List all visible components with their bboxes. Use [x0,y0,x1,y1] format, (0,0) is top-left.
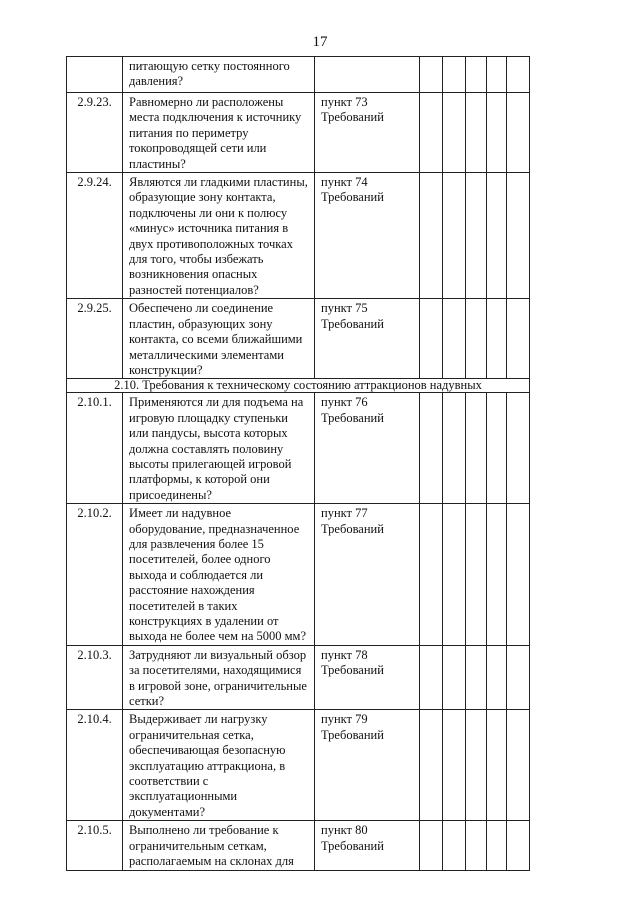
reference-line: Требований [321,838,384,853]
answer-cell [487,821,507,870]
question-line: разностей потенциалов? [129,282,259,297]
question-line: расстояние нахождения [129,583,255,598]
reference-line: Требований [321,663,384,678]
answer-cell [443,299,466,379]
question-line: игровую площадку ступеньки [129,410,288,425]
reference-cell [315,173,420,299]
answer-cell [420,710,443,821]
answer-cell [420,173,443,299]
question-line: эксплуатационными [129,789,238,804]
answer-cell [487,645,507,710]
answer-cell [443,504,466,646]
item-number: 2.10.4. [67,710,123,821]
question-line: пластины? [129,156,186,171]
table-row [67,299,530,379]
page-number: 17 [312,34,328,50]
question-line: высоты прилегающей игровой [129,456,292,471]
table-row [67,645,530,710]
answer-cell [487,93,507,173]
reference-line: пункт 75 [321,301,368,316]
answer-cell [420,299,443,379]
question-cell [123,393,315,504]
question-line: конструкциях в удалении от [129,614,279,628]
question-cell [123,645,315,710]
answer-cell [487,393,507,504]
question-line: эксплуатацию аттракциона, в [129,758,286,773]
question-line: присоединены? [129,487,212,502]
answer-cell [443,821,466,870]
reference-cell [315,393,420,504]
question-line: ограничительная сетка, [129,727,254,742]
question-line: ограничительным сеткам, [129,838,267,853]
question-line: токопроводящей сети или [129,141,267,156]
answer-cell [443,173,466,299]
answer-cell [466,173,487,299]
question-line: соответствии с [129,774,209,789]
question-line: в игровой зоне, ограничительные [129,678,307,693]
question-cell [123,504,315,646]
answer-cell [466,645,487,710]
question-cell [123,821,315,870]
question-line: Равномерно ли расположены [129,95,284,109]
question-line: давления? [129,74,184,89]
reference-line: пункт 79 [321,712,368,727]
question-cell [123,710,315,821]
question-line: Затрудняют ли визуальный обзор [129,647,307,662]
question-line: питания по периметру [129,125,249,140]
reference-line: Требований [321,110,384,125]
question-line: Являются ли гладкими пластины, [129,175,308,190]
reference-line: пункт 73 [321,95,368,109]
checklist-table [66,56,530,871]
question-line: металлическими элементами [129,347,284,362]
question-line: обеспечивающая безопасную [129,743,286,758]
reference-line: пункт 77 [321,506,368,521]
reference-line: пункт 80 [321,823,368,838]
question-cell [123,57,315,93]
reference-line: Требований [321,190,384,205]
question-line: контакта, со всеми ближайшими [129,332,303,347]
item-number: 2.10.5. [67,821,123,870]
reference-line: пункт 74 [321,175,368,190]
answer-cell [466,710,487,821]
reference-cell [315,504,420,646]
answer-cell [487,173,507,299]
answer-cell [507,821,530,870]
question-line: документами? [129,804,206,819]
question-line: Имеет ли надувное [129,506,232,521]
section-title: 2.10. Требования к техническому состоянию аттракционов надувных [67,379,530,393]
item-number: 2.9.24. [67,173,123,299]
reference-line: Требований [321,316,384,331]
answer-cell [443,645,466,710]
question-cell [123,299,315,379]
answer-cell [466,57,487,93]
item-number: 2.10.1. [67,393,123,504]
table-row [67,710,530,821]
question-line: располагаемым на склонах для [129,854,294,869]
reference-cell [315,57,420,93]
table-row [67,393,530,504]
table-row [67,57,530,93]
table-row [67,821,530,870]
answer-cell [443,710,466,821]
question-line: выхода и соблюдается ли [129,567,264,582]
question-line: места подключения к источнику [129,110,302,125]
answer-cell [466,821,487,870]
item-number: 2.9.25. [67,299,123,379]
answer-cell [420,93,443,173]
answer-cell [443,57,466,93]
answer-cell [507,93,530,173]
reference-cell [315,645,420,710]
section-header-row [67,379,530,393]
answer-cell [487,299,507,379]
question-cell [123,173,315,299]
question-line: образующие зону контакта, [129,190,276,205]
question-line: для развлечения более 15 [129,536,264,551]
answer-cell [420,57,443,93]
answer-cell [507,710,530,821]
answer-cell [420,821,443,870]
question-line: должна составлять половину [129,441,284,456]
question-line: «минус» источника питания в [129,221,289,236]
question-line: подключены ли они к полюсу [129,205,288,220]
question-line: оборудование, предназначенное [129,521,300,536]
answer-cell [466,393,487,504]
reference-cell [315,299,420,379]
reference-line: Требований [321,410,384,425]
question-line: питающую сетку постоянного [129,59,290,73]
item-number: 2.9.23. [67,93,123,173]
question-line: двух противоположных точках [129,236,293,251]
answer-cell [487,57,507,93]
question-line: конструкции? [129,362,203,377]
answer-cell [507,299,530,379]
reference-line: пункт 78 [321,647,368,662]
answer-cell [507,645,530,710]
question-line: возникновения опасных [129,267,258,282]
item-number [67,57,123,93]
reference-cell [315,821,420,870]
answer-cell [487,710,507,821]
question-line: выхода не более чем на 5000 мм? [129,629,306,644]
question-line: пластин, образующих зону [129,316,273,331]
table-row [67,173,530,299]
answer-cell [507,57,530,93]
reference-line: Требований [321,727,384,742]
answer-cell [420,645,443,710]
answer-cell [507,173,530,299]
question-line: платформы, к которой они [129,472,270,487]
question-line: Выполнено ли требование к [129,823,279,838]
answer-cell [420,393,443,504]
question-line: для того, чтобы избежать [129,252,264,267]
answer-cell [507,393,530,504]
reference-cell [315,93,420,173]
answer-cell [466,93,487,173]
reference-cell [315,710,420,821]
question-line: или пандусы, высота которых [129,426,288,441]
item-number: 2.10.2. [67,504,123,646]
question-line: посетителей, более одного [129,552,271,567]
answer-cell [420,504,443,646]
question-line: сетки? [129,694,165,709]
question-line: за посетителями, находящимися [129,663,302,678]
table-row [67,504,530,646]
answer-cell [443,93,466,173]
question-cell [123,93,315,173]
answer-cell [443,393,466,504]
question-line: Выдерживает ли нагрузку [129,712,268,727]
reference-line: Требований [321,521,384,536]
reference-line: пункт 76 [321,395,368,410]
question-line: посетителей в таких [129,598,238,613]
answer-cell [507,504,530,646]
answer-cell [466,299,487,379]
question-line: Применяются ли для подъема на [129,395,304,410]
item-number: 2.10.3. [67,645,123,710]
question-line: Обеспечено ли соединение [129,301,274,316]
answer-cell [487,504,507,646]
answer-cell [466,504,487,646]
table-row [67,93,530,173]
